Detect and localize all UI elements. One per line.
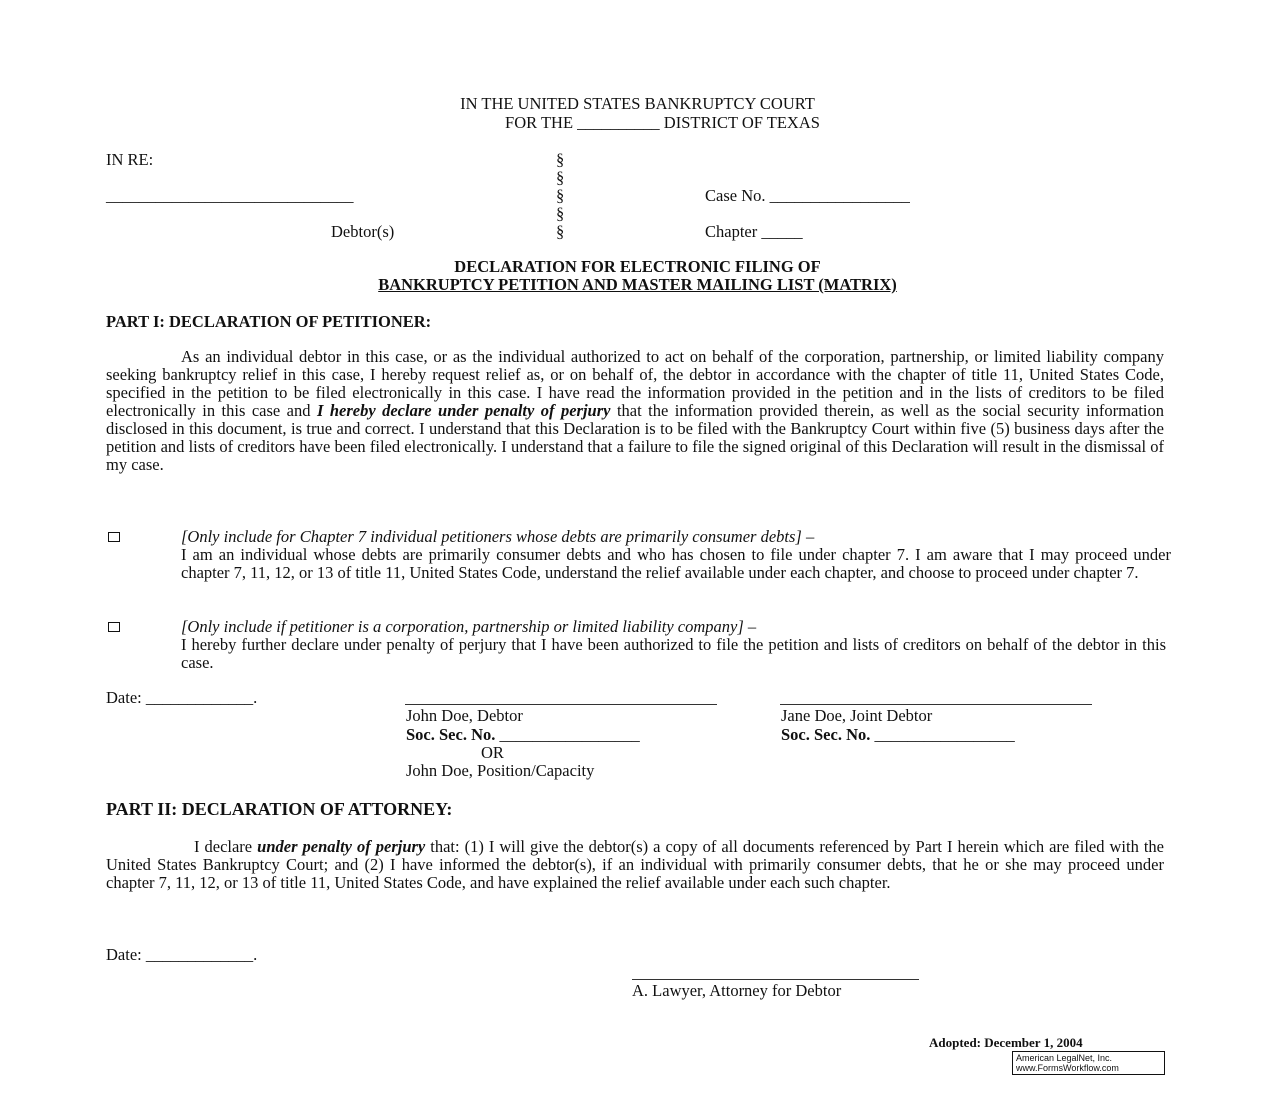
stamp-website: www.FormsWorkflow.com — [1016, 1063, 1119, 1073]
option1-text: I am an individual whose debts are primarily consumer debts and who has chosen to file under chapter 7. I am aware that I may proceed under chapter 7, 11, 12, or 13 of title 11, United States Code, understand the relief available under each chapter, and choose to proceed under chapter 7. — [181, 545, 1171, 582]
date-field[interactable]: Date: _____________. — [106, 688, 258, 707]
or-separator: OR — [481, 743, 504, 762]
joint-debtor-signature-line[interactable] — [780, 704, 1092, 705]
option1-note: [Only include for Chapter 7 individual petitioners whose debts are primarily consumer debts] – — [181, 527, 815, 546]
option2-text: I hereby further declare under penalty of perjury that I have been authorized to file the petition and lists of creditors on behalf of the debtor in this case. — [181, 635, 1166, 672]
joint-debtor-name: Jane Doe, Joint Debtor — [781, 706, 933, 725]
ssn-label: Soc. Sec. No. — [406, 725, 496, 744]
joint-debtor-ssn-field[interactable]: _________________ — [874, 725, 1015, 744]
chapter-field[interactable]: Chapter _____ — [705, 222, 803, 241]
form-title-line2: BANKRUPTCY PETITION AND MASTER MAILING LIST (MATRIX) — [378, 275, 897, 294]
chapter7-checkbox[interactable] — [108, 532, 120, 542]
part1-heading: PART I: DECLARATION OF PETITIONER: — [106, 312, 432, 331]
in-re-label: IN RE: — [106, 150, 154, 169]
court-name: IN THE UNITED STATES BANKRUPTCY COURT — [460, 94, 815, 113]
form-title-line1: DECLARATION FOR ELECTRONIC FILING OF — [454, 257, 821, 276]
perjury-emphasis: I hereby declare under penalty of perjury — [316, 401, 611, 420]
option2-note: [Only include if petitioner is a corporation, partnership or limited liability company] – — [181, 617, 757, 636]
attorney-date-field[interactable]: Date: _____________. — [106, 945, 258, 964]
corporation-checkbox[interactable] — [108, 622, 120, 632]
case-number-field[interactable]: Case No. _________________ — [705, 186, 910, 205]
section-symbol: § — [556, 186, 565, 205]
debtor-label: Debtor(s) — [331, 222, 395, 241]
debtor-name: John Doe, Debtor — [406, 706, 523, 725]
part2-heading: PART II: DECLARATION OF ATTORNEY: — [106, 799, 453, 819]
stamp-company: American LegalNet, Inc. — [1016, 1053, 1113, 1063]
debtor-name-blank[interactable]: ______________________________ — [106, 186, 354, 205]
attorney-signature-line[interactable] — [632, 979, 919, 980]
section-symbol: § — [556, 150, 565, 169]
part1-declaration-paragraph: As an individual debtor in this case, or as the individual authorized to act on behalf of the corporation, partnership, or limited liability company seeking bankruptcy relief in this case, I hereby request relief as, or on behalf of, the debtor in accordance with the chapter of title 11, United States Code, specified in the petition to be filed electronically in this case. I have read the information provided in the petition and in the lists of creditors to be filed electronically in this case and I hereby declare under penalty of perjury that the information provided therein, as well as the social security information disclosed in this document, is true and correct. I understand that this Declaration is to be filed with the Bankruptcy Court within five (5) business days after the petition and lists of creditors have been filed electronically. I understand that a failure to file the signed original of this Declaration will result in the dismissal of my case. — [106, 347, 1164, 474]
section-symbol: § — [556, 168, 565, 187]
publisher-stamp — [1012, 1051, 1165, 1075]
section-symbol: § — [556, 204, 565, 223]
debtor-ssn-field[interactable]: _________________ — [499, 725, 640, 744]
part2-declaration-paragraph: I declare under penalty of perjury that: (1) I will give the debtor(s) a copy of all documents referenced by Part I herein which are filed with the United States Bankruptcy Court; and (2) I have informed the debtor(s), if an individual with primarily consumer debts, that he or she may proceed under chapter 7, 11, 12, or 13 of title 11, United States Code, and have explained the relief available under each such chapter. — [106, 837, 1164, 892]
section-symbol: § — [556, 222, 565, 241]
district-line: FOR THE __________ DISTRICT OF TEXAS — [505, 113, 820, 132]
debtor-signature-line[interactable] — [405, 704, 717, 705]
joint-ssn-label: Soc. Sec. No. — [781, 725, 871, 744]
adopted-date: Adopted: December 1, 2004 — [929, 1035, 1083, 1050]
position-capacity: John Doe, Position/Capacity — [406, 761, 595, 780]
attorney-name: A. Lawyer, Attorney for Debtor — [632, 981, 842, 1000]
perjury-emphasis: under penalty of perjury — [257, 837, 426, 856]
